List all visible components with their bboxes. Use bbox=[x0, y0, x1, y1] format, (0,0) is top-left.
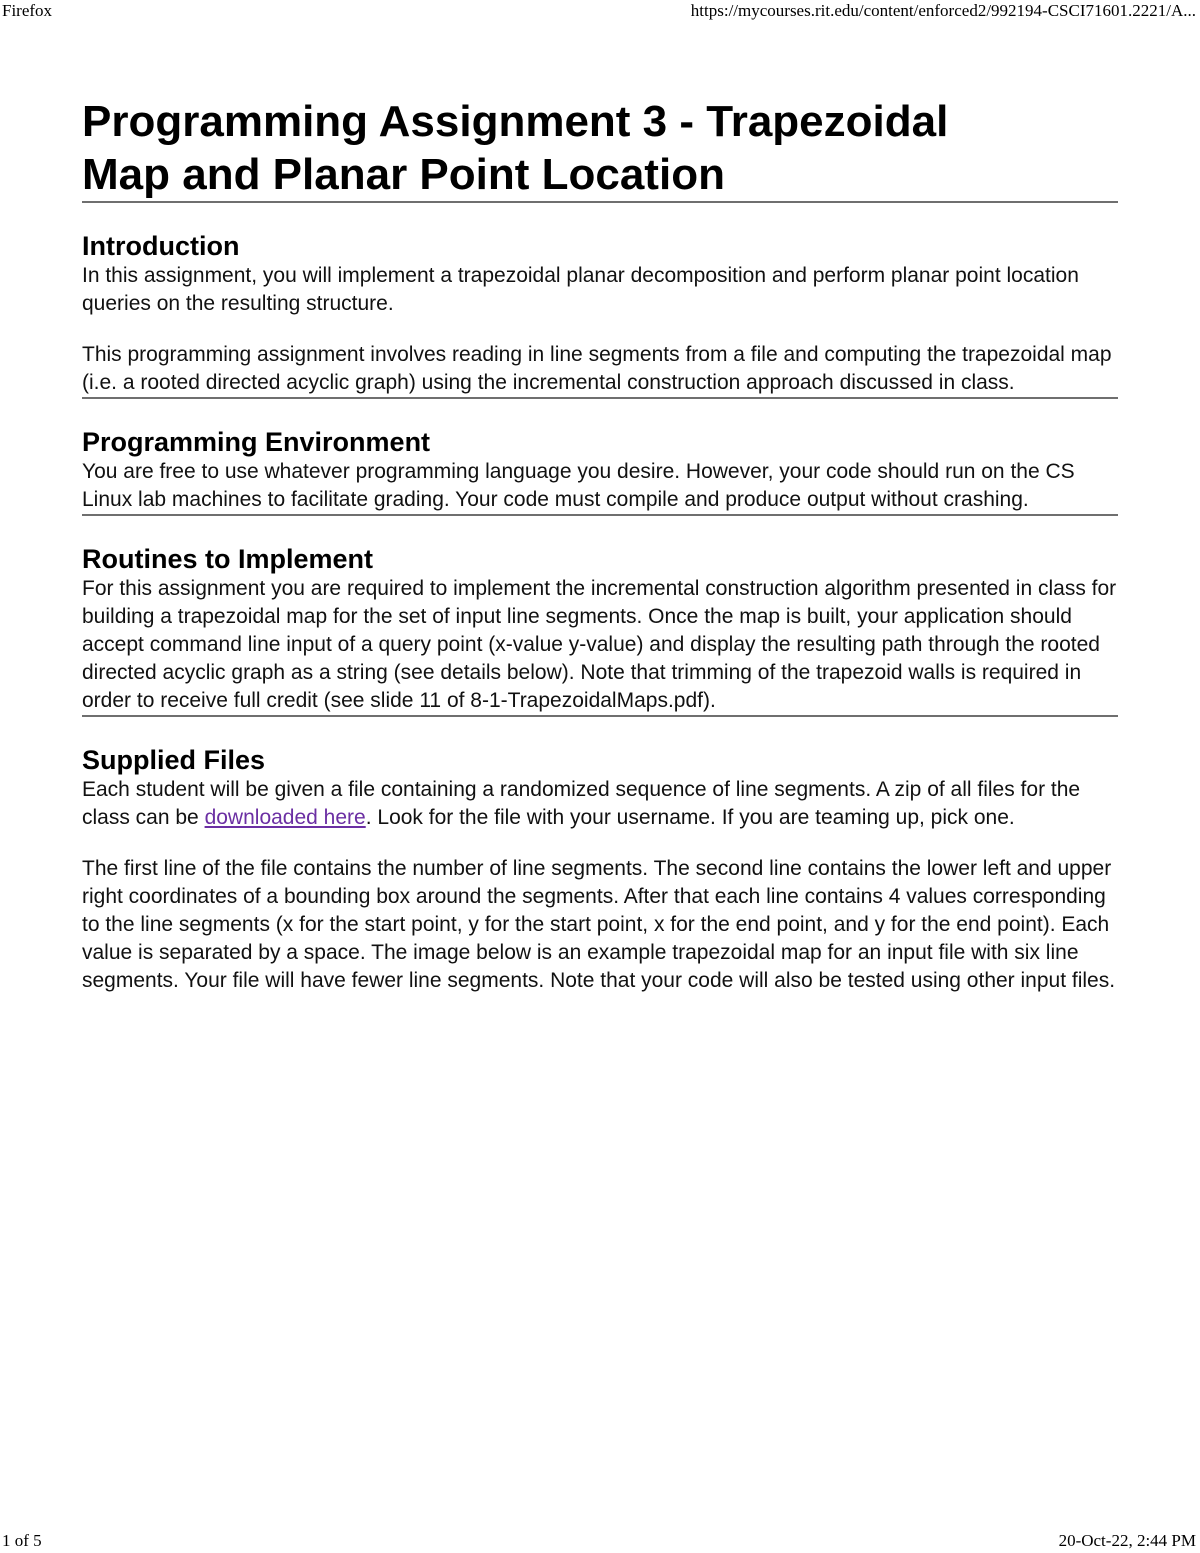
print-timestamp: 20-Oct-22, 2:44 PM bbox=[1058, 1531, 1196, 1550]
divider-routines bbox=[82, 715, 1118, 717]
supplied-paragraph-1 bbox=[82, 776, 1118, 832]
supplied-text-after-link: . Look for the file with your username. If you are teaming up, pick one. bbox=[365, 806, 1015, 829]
divider-title bbox=[82, 201, 1118, 203]
supplied-paragraph-2: The first line of the file contains the number of line segments. The second line contains the lower left and upper right coordinates of a bounding box around the segments. After that each line contains 4 values corresponding to the line segments (x for the start point, y for the start point, x for the end point, and y for the end point). Each value is separated by a space. The image below is an example trapezoidal map for an input file with six line segments. Your file will have fewer line segments. Note that your code will also be tested using other input files. bbox=[82, 857, 1116, 992]
supplied-text-before-link: Each student will be given a file containing a randomized sequence of line segments. A zip of all files for the class can be bbox=[82, 778, 1081, 829]
introduction-paragraph-2: This programming assignment involves reading in line segments from a file and computing the trapezoidal map (i.e. a rooted directed acyclic graph) using the incremental construction approach discussed in class. bbox=[82, 343, 1112, 394]
print-header-app-name: Firefox bbox=[2, 1, 53, 20]
routines-paragraph-1: For this assignment you are required to implement the incremental construction algorithm presented in class for building a trapezoidal map for the set of input line segments. Once the map is built, your application should accept command line input of a query point (x-value y-value) and display the resulting path through the rooted directed acyclic graph as a string (see details below). Note that trimming of the trapezoid walls is required in order to receive full credit (see slide 11 of 8-1-TrapezoidalMaps.pdf). bbox=[82, 577, 1117, 712]
heading-programming-environment: Programming Environment bbox=[82, 427, 431, 457]
environment-paragraph-1: You are free to use whatever programming language you desire. However, your code should run on the CS Linux lab machines to facilitate grading. Your code must compile and produce output without crashing. bbox=[82, 460, 1075, 511]
print-header-url: https://mycourses.rit.edu/content/enforced2/992194-CSCI71601.2221/A... bbox=[690, 1, 1196, 20]
section-routines bbox=[82, 543, 1118, 715]
download-link[interactable]: downloaded here bbox=[204, 806, 366, 829]
page-number: 1 of 5 bbox=[2, 1531, 42, 1550]
print-header bbox=[0, 1, 1200, 23]
document-content bbox=[82, 95, 1118, 995]
introduction-paragraph-1: In this assignment, you will implement a trapezoidal planar decomposition and perform planar point location queries on the resulting structure. bbox=[82, 264, 1079, 315]
print-footer bbox=[0, 1531, 1200, 1553]
heading-routines: Routines to Implement bbox=[82, 544, 374, 574]
section-supplied-files bbox=[82, 744, 1118, 995]
divider-environment bbox=[82, 514, 1118, 516]
section-programming-environment bbox=[82, 426, 1118, 514]
section-introduction bbox=[82, 230, 1118, 397]
heading-introduction: Introduction bbox=[82, 231, 240, 261]
page-title bbox=[82, 95, 1118, 201]
heading-supplied-files: Supplied Files bbox=[82, 745, 266, 775]
divider-introduction bbox=[82, 397, 1118, 399]
page-title-line-1: Programming Assignment 3 - Trapezoidal bbox=[82, 97, 949, 146]
page-title-line-2: Map and Planar Point Location bbox=[82, 150, 725, 199]
